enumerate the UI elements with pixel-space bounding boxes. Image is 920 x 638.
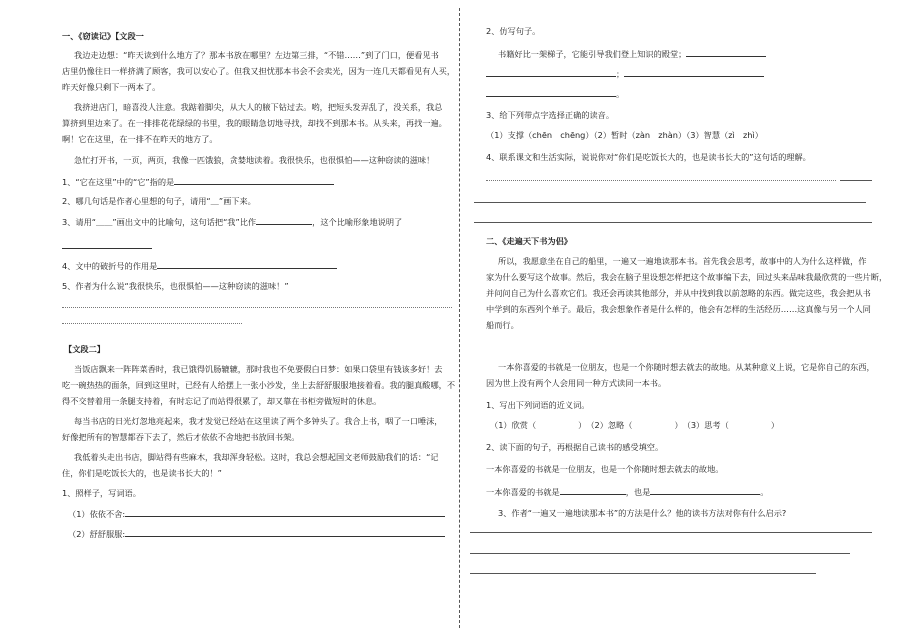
- question-3-continued: [62, 240, 152, 251]
- answer-blank[interactable]: [125, 508, 445, 517]
- r-para1-line4: 中学到的东西列个单子。最后，我会想象作者是什么样的，他会有怎样的生活经历……这真像与另一个人同: [486, 304, 871, 314]
- synonym-1-blank[interactable]: [536, 420, 578, 428]
- s2-question-1b-text: （2）舒舒服服:: [68, 529, 126, 539]
- question-2-sample-text: 书籍好比一架梯子，它能引导我们登上知识的殿堂；: [498, 49, 687, 59]
- synonym-2-label: ） （2）忽略（: [578, 420, 633, 430]
- s2-para1-line1: 当饭店飘来一阵阵菜香时，我已饿得饥肠辘辘，那时我也不免要假白日梦：如果口袋里有钱该多好！去: [74, 364, 443, 374]
- para2-line1: 我挤进店门，暗喜没人注意。我踮着脚尖，从大人的腋下钻过去。哟，把短头发弄乱了，没关系，我总: [74, 102, 443, 112]
- answer-blank[interactable]: [157, 260, 337, 269]
- question-2-line3: [486, 88, 624, 99]
- question-4-text: 4、文中的破折号的作用是: [62, 261, 158, 271]
- question-2-sample: [498, 48, 766, 59]
- r-question-1-items: [490, 420, 779, 430]
- s2-question-1a: [68, 508, 445, 519]
- synonym-2-blank[interactable]: [632, 420, 674, 428]
- question-3-header: 3、给下列带点字选择正确的读音。: [486, 110, 615, 120]
- s2-question-1b: [68, 528, 445, 539]
- r-question-1: 1、写出下列词语的近义词。: [486, 400, 590, 410]
- section-two-title-right: 二、《走遍天下书为侣》: [486, 236, 572, 246]
- answer-line[interactable]: [62, 323, 242, 324]
- answer-line[interactable]: [474, 222, 872, 223]
- answer-line[interactable]: [470, 573, 816, 574]
- question-3-text-a: 3、请用“＿＿”画出文中的比喻句，这句话把“我”比作: [62, 217, 257, 227]
- s2-para3-line1: 我低着头走出书店，脚站得有些麻木，我却浑身轻松。这时，我总会想起国文老师鼓励我们的话：“记: [74, 452, 439, 462]
- s2-question-1: 1、照样子，写词语。: [62, 488, 141, 498]
- para3-line1: 算挤到里边来了。在一排排花花绿绿的书里，我的眼睛急切地寻找，却找不到那本书。从头来，再找一遍。: [62, 118, 447, 128]
- column-divider: [459, 8, 460, 628]
- s2-para2-line2: 好像把所有的智慧都吞下去了，然后才依依不舍地把书放回书架。: [62, 432, 300, 442]
- answer-line[interactable]: [62, 307, 452, 308]
- r-question-2-sample: 一本你喜爱的书就是一位朋友，也是一个你随时想去就去的故地。: [486, 464, 724, 474]
- answer-blank[interactable]: [486, 88, 616, 97]
- s2-para1-line3: 得不交替着用一条腿支持着，有时忘记了而站得很累了，却又靠在书柜旁做短时的休息。: [62, 396, 382, 406]
- period: 。: [616, 89, 625, 99]
- synonym-3-blank[interactable]: [729, 420, 771, 428]
- question-3: [62, 216, 402, 227]
- answer-blank[interactable]: [560, 486, 626, 495]
- question-2: 2、哪几句话是作者心里想的句子，请用“＿”画下来。: [62, 196, 256, 206]
- r-para1-line1: 所以，我愿意坐在自己的船里，一遍又一遍地读那本书。首先我会思考，故事中的人为什么这样做，作: [498, 256, 867, 266]
- question-2-line2: [486, 68, 764, 79]
- synonym-3-label: ） （3）思考（: [674, 420, 729, 430]
- answer-blank[interactable]: [174, 176, 334, 185]
- question-1: [62, 176, 334, 187]
- answer-blank[interactable]: [686, 48, 766, 57]
- s2-para1-line2: 吃一碗热热的面条，回到这里时，已经有人给摆上一张小沙发，坐上去舒舒服服地接着看。我的腿真酸哪，不: [62, 380, 456, 390]
- question-4: [62, 260, 337, 271]
- r-para2-line1: 一本你喜爱的书就是一位朋友，也是一个你随时想去就去的故地。从某种意义上说，它是你自己的东西，: [498, 362, 875, 372]
- right-column: [486, 0, 888, 638]
- question-4-header: 4、联系课文和生活实际，说说你对“你们是吃饭长大的，也是读书长大的”这句话的理解。: [486, 152, 811, 162]
- fill-text-b: ，也是: [625, 487, 651, 497]
- para1-line3: 昨天好像只剩下一两本了。: [62, 82, 161, 92]
- para3-line2: 啊！它在这里，在一排不在昨天的地方了。: [62, 134, 218, 144]
- answer-blank[interactable]: [486, 68, 616, 77]
- answer-line[interactable]: [470, 553, 850, 554]
- answer-line[interactable]: [474, 202, 866, 203]
- s2-para2-line1: 每当书店的日光灯忽地亮起来，我才发觉已经站在这里读了两个多钟头了。我合上书，咽了一口唾沫，: [74, 416, 443, 426]
- answer-blank[interactable]: [624, 68, 764, 77]
- r-para1-line5: 船而行。: [486, 320, 519, 330]
- question-5: 5、作者为什么说“我很快乐，也很惧怕——这种窃读的滋味！”: [62, 281, 289, 291]
- left-column: [62, 0, 454, 638]
- r-question-3: 3、作者“一遍又一遍地读那本书”的方法是什么？他的读书方法对你有什么启示?: [498, 508, 787, 518]
- section-one-title: 一、《窃读记》【文段一: [62, 31, 144, 41]
- answer-blank[interactable]: [125, 528, 445, 537]
- semicolon: ；: [616, 69, 625, 79]
- question-1-text: 1、“它在这里”中的“它”指的是: [62, 177, 175, 187]
- answer-line[interactable]: [840, 180, 872, 181]
- para1-line1: 我边走边想：“昨天读到什么地方了？那本书放在哪里？左边第三排，“不错……”到了门口，便看见书: [74, 50, 439, 60]
- synonym-1-label: （1）欣赏（: [490, 420, 537, 430]
- section-two-title: 【文段二】: [64, 344, 105, 354]
- answer-blank[interactable]: [62, 240, 152, 249]
- question-3-options: （1）支撑（chēn chēng）（2）暂时（zàn zhàn）（3）智慧（zì zhì）: [486, 130, 763, 140]
- answer-blank[interactable]: [256, 216, 312, 225]
- r-question-2: 2、读下面的句子，再根据自己读书的感受填空。: [486, 442, 664, 452]
- answer-blank[interactable]: [650, 486, 760, 495]
- r-para2-line2: 因为世上没有两个人会用同一种方式读同一本书。: [486, 378, 667, 388]
- s2-para3-line2: 住，你们是吃饭长大的，也是读书长大的！”: [62, 468, 222, 478]
- answer-line[interactable]: [486, 180, 836, 181]
- synonym-close-paren: ）: [770, 420, 780, 430]
- fill-text-a: 一本你喜爱的书就是: [486, 487, 560, 497]
- r-question-2-fill: [486, 486, 768, 497]
- para1-line2: 店里仍像往日一样挤满了顾客，我可以安心了。但我又担忧那本书会不会卖光，因为一连几天都看见有人买，: [62, 66, 456, 76]
- fill-text-c: 。: [760, 487, 769, 497]
- answer-line[interactable]: [470, 532, 872, 533]
- r-para1-line2: 家为什么要写这个故事。然后，我会在脑子里设想怎样把这个故事编下去，回过头来品味我最欣赏的一些片断，: [486, 272, 888, 282]
- question-2-header: 2、仿写句子。: [486, 26, 541, 36]
- question-3-text-b: ，这个比喻形象地说明了: [312, 217, 403, 227]
- para4: 急忙打开书，一页，两页，我像一匹饿狼，贪婪地读着。我很快乐，也很惧怕——这种窃读的滋味！: [74, 155, 435, 165]
- r-para1-line3: 并问问自己为什么喜欢它们。我还会再读其他部分，并从中找到我以前忽略的东西。做完这些，我会把从书: [486, 288, 871, 298]
- s2-question-1a-text: （1）依依不舍:: [68, 509, 126, 519]
